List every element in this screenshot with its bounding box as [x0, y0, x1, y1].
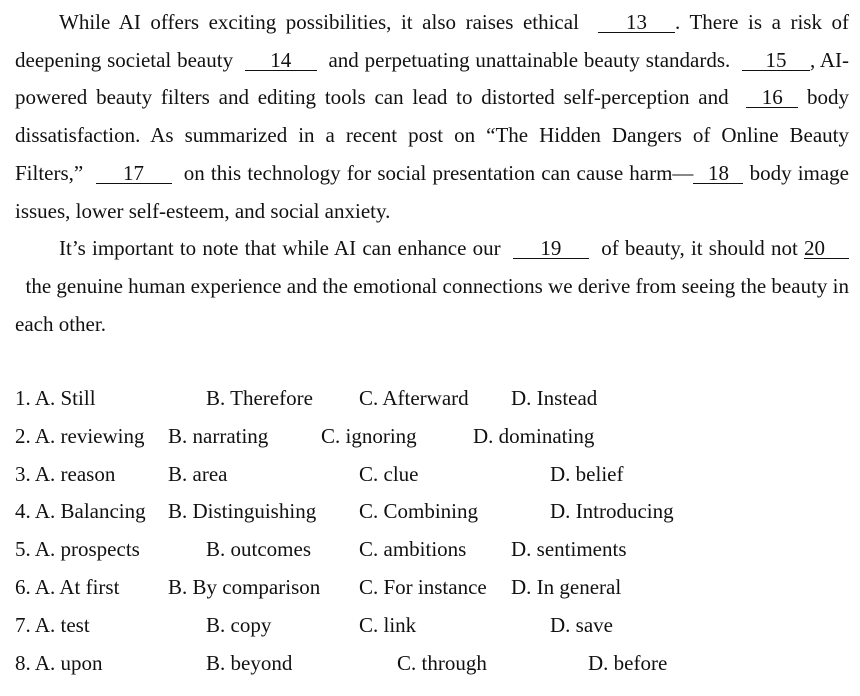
blank-14[interactable]: 14 — [245, 50, 317, 71]
blank-16[interactable]: 16 — [746, 87, 798, 108]
question-row — [15, 647, 849, 685]
option-b[interactable]: B. narrating — [168, 423, 269, 448]
option-c[interactable]: C. Combining — [359, 499, 479, 524]
blank-18[interactable]: 18 — [693, 163, 743, 184]
option-c[interactable]: C. For instance — [359, 574, 487, 599]
option-b[interactable]: B. By comparison — [168, 574, 321, 599]
p1-sentence-1: While AI offers exciting possibilities, it also raises ethical — [59, 10, 579, 34]
blank-15[interactable]: 15 — [742, 50, 810, 71]
option-b[interactable]: B. Distinguishing — [168, 499, 317, 524]
option-a[interactable]: 1. A. Still — [15, 386, 96, 410]
option-b[interactable]: B. Therefore — [206, 386, 313, 410]
option-c[interactable]: C. clue — [359, 461, 419, 486]
answer-options — [15, 382, 849, 684]
option-b[interactable]: B. outcomes — [206, 537, 311, 562]
option-c[interactable]: C. ambitions — [359, 537, 467, 562]
option-d[interactable]: D. belief — [550, 461, 624, 486]
option-b[interactable]: B. beyond — [206, 650, 293, 675]
blank-19[interactable]: 19 — [513, 238, 589, 259]
question-row — [15, 420, 849, 458]
option-b[interactable]: B. copy — [206, 612, 272, 637]
question-row — [15, 382, 849, 420]
p1-sentence-2: . There is a risk of deepening societal beauty — [15, 10, 850, 72]
passage — [15, 4, 849, 343]
option-d[interactable]: D. dominating — [473, 423, 595, 448]
blank-17[interactable]: 17 — [96, 163, 172, 184]
option-c[interactable]: C. ignoring — [321, 423, 417, 448]
question-row — [15, 533, 849, 571]
p1-sentence-7: body image issues, lower self-esteem, and social anxiety. — [15, 160, 849, 223]
p2-sentence-1: It’s important to note that while AI can enhance our — [59, 236, 501, 261]
option-d[interactable]: D. before — [588, 650, 668, 675]
option-b[interactable]: B. area — [168, 461, 228, 486]
p1-sentence-5: body dissatisfaction. As summarized in a recent post on “The Hidden Dangers of Online Beauty Filters,” — [15, 85, 850, 185]
option-c[interactable]: C. Afterward — [359, 386, 469, 410]
question-row — [15, 609, 849, 647]
option-d[interactable]: D. Introducing — [550, 499, 674, 524]
option-a[interactable]: 5. A. prospects — [15, 537, 140, 562]
option-c[interactable]: C. through — [397, 650, 487, 675]
option-a[interactable]: 8. A. upon — [15, 650, 103, 675]
p1-sentence-4: , AI-powered beauty filters and editing tools can lead to distorted self-perception and — [15, 47, 850, 110]
option-d[interactable]: D. save — [550, 612, 613, 637]
option-a[interactable]: 7. A. test — [15, 612, 90, 637]
p1-sentence-3: and perpetuating unattainable beauty standards. — [328, 47, 731, 72]
paragraph-1 — [15, 4, 849, 230]
option-a[interactable]: 3. A. reason — [15, 461, 116, 486]
question-row — [15, 458, 849, 496]
option-d[interactable]: D. In general — [511, 574, 622, 599]
question-row — [15, 571, 849, 609]
blank-13[interactable]: 13 — [598, 12, 675, 33]
option-c[interactable]: C. link — [359, 612, 417, 637]
option-d[interactable]: D. sentiments — [511, 537, 627, 562]
question-row — [15, 495, 849, 533]
option-a[interactable]: 2. A. reviewing — [15, 423, 145, 448]
p2-sentence-2: of beauty, it should not — [601, 236, 798, 261]
option-a[interactable]: 4. A. Balancing — [15, 499, 146, 524]
paragraph-2 — [15, 230, 849, 343]
p2-sentence-3: the genuine human experience and the emotional connections we derive from seeing the beauty in each other. — [15, 273, 849, 336]
p1-sentence-6: on this technology for social presentation can cause harm— — [183, 160, 694, 185]
blank-20[interactable]: 20 — [804, 238, 849, 259]
option-d[interactable]: D. Instead — [511, 386, 598, 410]
option-a[interactable]: 6. A. At first — [15, 574, 120, 599]
